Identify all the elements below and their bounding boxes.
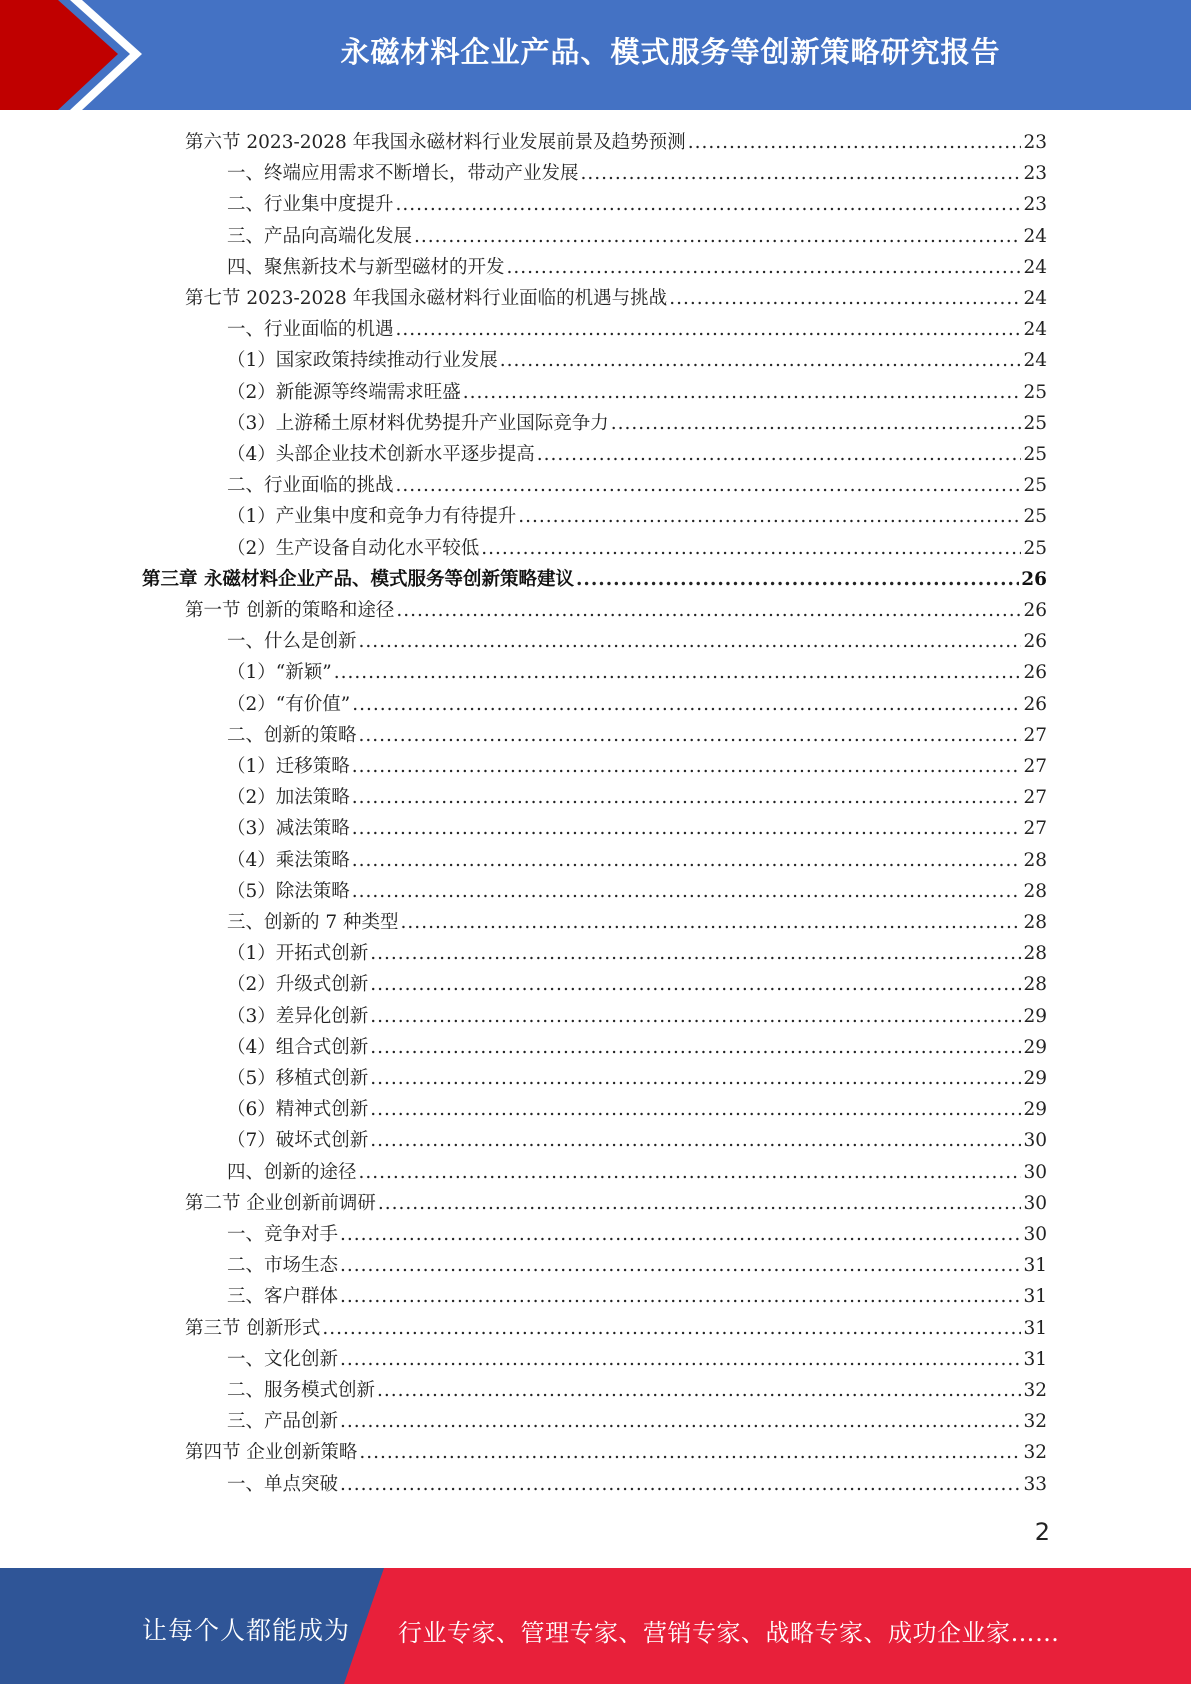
toc-entry-page: 25 bbox=[1023, 381, 1047, 403]
toc-entry[interactable] bbox=[227, 657, 1047, 688]
toc-entry[interactable] bbox=[227, 439, 1047, 470]
toc-entry-label: 二、创新的策略 bbox=[227, 724, 357, 746]
toc-entry-label: （1）产业集中度和竞争力有待提升 bbox=[227, 506, 517, 528]
toc-leader-dots bbox=[370, 1032, 1021, 1063]
toc-entry-page: 32 bbox=[1023, 1380, 1047, 1401]
toc-entry[interactable] bbox=[227, 720, 1047, 751]
toc-entry-label: 二、服务模式创新 bbox=[227, 1380, 376, 1401]
toc-entry-page: 24 bbox=[1023, 350, 1047, 372]
toc-entry-label: 一、文化创新 bbox=[227, 1348, 339, 1370]
toc-leader-dots bbox=[377, 1375, 1021, 1406]
toc-entry-page: 31 bbox=[1023, 1286, 1047, 1308]
toc-entry[interactable] bbox=[227, 907, 1047, 938]
toc-leader-dots bbox=[352, 845, 1022, 876]
toc-leader-dots bbox=[370, 1063, 1021, 1094]
toc-entry[interactable] bbox=[227, 1157, 1047, 1188]
toc-entry[interactable] bbox=[185, 595, 1047, 626]
toc-entry[interactable] bbox=[227, 408, 1047, 439]
toc-entry[interactable] bbox=[185, 1437, 1047, 1468]
toc-leader-dots bbox=[414, 221, 1021, 252]
toc-entry[interactable] bbox=[227, 189, 1047, 220]
toc-entry-page: 31 bbox=[1023, 1317, 1047, 1339]
toc-entry-page: 26 bbox=[1021, 568, 1047, 590]
toc-entry[interactable] bbox=[227, 314, 1047, 345]
toc-entry-label: 三、客户群体 bbox=[227, 1286, 339, 1308]
toc-entry-page: 25 bbox=[1023, 506, 1047, 528]
toc-leader-dots bbox=[352, 813, 1022, 844]
toc-entry[interactable] bbox=[185, 127, 1047, 158]
toc-entry-page: 26 bbox=[1023, 600, 1047, 621]
toc-entry[interactable] bbox=[185, 1188, 1047, 1219]
toc-entry-label: （5）除法策略 bbox=[227, 880, 350, 902]
toc-entry-label: （2）“有价值” bbox=[227, 693, 351, 715]
toc-entry[interactable] bbox=[227, 782, 1047, 813]
toc-leader-dots bbox=[370, 938, 1021, 969]
toc-leader-dots bbox=[611, 408, 1022, 439]
toc-entry-page: 31 bbox=[1023, 1255, 1047, 1277]
toc-entry-page: 27 bbox=[1023, 724, 1047, 746]
toc-entry-label: （1）“新颖” bbox=[227, 662, 332, 684]
toc-entry-label: 一、终端应用需求不断增长，带动产业发展 bbox=[227, 163, 579, 185]
toc-leader-dots bbox=[340, 1281, 1021, 1312]
page-number: 2 bbox=[1034, 1518, 1050, 1546]
toc-leader-dots bbox=[359, 720, 1022, 751]
toc-entry-label: 一、什么是创新 bbox=[227, 631, 357, 653]
toc-entry-page: 24 bbox=[1023, 288, 1047, 309]
toc-entry-page: 28 bbox=[1023, 943, 1047, 965]
toc-entry-label: 第七节 2023-2028 年我国永磁材料行业面临的机遇与挑战 bbox=[185, 288, 668, 309]
toc-entry[interactable] bbox=[227, 1250, 1047, 1281]
toc-entry[interactable] bbox=[227, 470, 1047, 501]
toc-entry-page: 30 bbox=[1023, 1130, 1047, 1152]
toc-entry-label: （3）差异化创新 bbox=[227, 1005, 369, 1027]
toc-entry-label: 四、创新的途径 bbox=[227, 1161, 357, 1183]
toc-leader-dots bbox=[500, 345, 1022, 376]
toc-entry[interactable] bbox=[227, 1406, 1047, 1437]
toc-entry-page: 26 bbox=[1023, 693, 1047, 715]
toc-entry-label: 三、产品创新 bbox=[227, 1411, 339, 1433]
toc-leader-dots bbox=[396, 314, 1022, 345]
toc-entry[interactable] bbox=[227, 1094, 1047, 1125]
toc-entry[interactable] bbox=[185, 283, 1047, 314]
toc-leader-dots bbox=[359, 1437, 1021, 1468]
toc-leader-dots bbox=[340, 1219, 1021, 1250]
toc-leader-dots bbox=[688, 127, 1022, 158]
toc-entry-page: 24 bbox=[1023, 256, 1047, 278]
toc-entry-page: 29 bbox=[1023, 1068, 1047, 1089]
toc-entry-page: 28 bbox=[1023, 912, 1047, 933]
toc-entry-label: （4）头部企业技术创新水平逐步提高 bbox=[227, 444, 535, 465]
toc-entry[interactable] bbox=[227, 1469, 1047, 1500]
toc-entry-page: 26 bbox=[1023, 631, 1047, 653]
toc-entry-page: 23 bbox=[1023, 132, 1047, 153]
toc-leader-dots bbox=[378, 1188, 1022, 1219]
toc-leader-dots bbox=[334, 657, 1022, 688]
toc-leader-dots bbox=[396, 470, 1022, 501]
toc-entry-label: 第二节 企业创新前调研 bbox=[185, 1192, 376, 1214]
toc-entry-page: 29 bbox=[1023, 1005, 1047, 1027]
toc-leader-dots bbox=[352, 876, 1022, 907]
toc-leader-dots bbox=[507, 252, 1022, 283]
toc-entry-page: 23 bbox=[1023, 163, 1047, 185]
toc-leader-dots bbox=[370, 1125, 1021, 1156]
toc-entry-label: （2）加法策略 bbox=[227, 787, 350, 809]
toc-entry[interactable] bbox=[227, 1375, 1047, 1406]
page-header bbox=[0, 0, 1191, 110]
toc-entry-label: 第四节 企业创新策略 bbox=[185, 1442, 358, 1464]
toc-entry[interactable] bbox=[227, 845, 1047, 876]
toc-entry-page: 28 bbox=[1023, 880, 1047, 902]
toc-leader-dots bbox=[463, 377, 1022, 408]
toc-entry[interactable] bbox=[227, 938, 1047, 969]
toc-entry-page: 33 bbox=[1023, 1473, 1047, 1495]
toc-entry-label: （3）减法策略 bbox=[227, 818, 350, 840]
toc-entry-label: 二、行业集中度提升 bbox=[227, 194, 394, 216]
toc-entry-label: 第一节 创新的策略和途径 bbox=[185, 600, 395, 621]
toc-entry-page: 30 bbox=[1023, 1161, 1047, 1183]
toc-entry-label: 一、行业面临的机遇 bbox=[227, 319, 394, 341]
toc-entry[interactable] bbox=[227, 1125, 1047, 1156]
toc-entry-label: 二、市场生态 bbox=[227, 1255, 339, 1277]
toc-entry-page: 30 bbox=[1023, 1192, 1047, 1214]
toc-entry-page: 25 bbox=[1023, 475, 1047, 497]
toc-entry-page: 25 bbox=[1023, 412, 1047, 434]
toc-entry-label: 第三章 永磁材料企业产品、模式服务等创新策略建议 bbox=[142, 568, 574, 590]
toc-entry-page: 25 bbox=[1023, 537, 1047, 559]
toc-leader-dots bbox=[340, 1250, 1021, 1281]
toc-entry-page: 23 bbox=[1023, 194, 1047, 216]
toc-chapter-entry[interactable] bbox=[142, 564, 1047, 595]
toc-entry[interactable] bbox=[227, 1032, 1047, 1063]
toc-entry[interactable] bbox=[227, 345, 1047, 376]
toc-leader-dots bbox=[401, 907, 1022, 938]
toc-entry-label: （2）新能源等终端需求旺盛 bbox=[227, 381, 461, 403]
toc-leader-dots bbox=[481, 533, 1021, 564]
toc-entry-page: 32 bbox=[1023, 1411, 1047, 1433]
toc-entry[interactable] bbox=[227, 158, 1047, 189]
toc-leader-dots bbox=[352, 689, 1021, 720]
toc-entry-label: （1）迁移策略 bbox=[227, 756, 350, 777]
toc-entry-label: （6）精神式创新 bbox=[227, 1099, 369, 1121]
toc-leader-dots bbox=[340, 1344, 1021, 1375]
toc-leader-dots bbox=[669, 283, 1021, 314]
toc-entry-page: 31 bbox=[1023, 1348, 1047, 1370]
footer-slogan-left: 让每个人都能成为 bbox=[142, 1616, 351, 1645]
toc-entry[interactable] bbox=[227, 751, 1047, 782]
toc-entry-label: 一、竞争对手 bbox=[227, 1224, 339, 1245]
toc-entry-label: （4）组合式创新 bbox=[227, 1036, 369, 1058]
toc-entry-label: （5）移植式创新 bbox=[227, 1068, 369, 1089]
toc-leader-dots bbox=[322, 1313, 1021, 1344]
toc-entry-page: 32 bbox=[1023, 1442, 1047, 1464]
toc-entry-label: 三、产品向高端化发展 bbox=[227, 225, 413, 247]
toc-entry-page: 27 bbox=[1023, 818, 1047, 840]
toc-entry-label: 三、创新的 7 种类型 bbox=[227, 912, 399, 933]
toc-entry-label: 第三节 创新形式 bbox=[185, 1317, 321, 1339]
toc-entry-label: （7）破坏式创新 bbox=[227, 1130, 369, 1152]
toc-entry[interactable] bbox=[227, 221, 1047, 252]
toc-leader-dots bbox=[340, 1469, 1021, 1500]
toc-entry[interactable] bbox=[227, 252, 1047, 283]
toc-entry-page: 25 bbox=[1023, 444, 1047, 465]
toc-entry[interactable] bbox=[227, 1219, 1047, 1250]
toc-entry-page: 28 bbox=[1023, 849, 1047, 871]
toc-leader-dots bbox=[370, 1001, 1021, 1032]
toc-entry-page: 28 bbox=[1023, 974, 1047, 996]
toc-entry-page: 27 bbox=[1023, 756, 1047, 777]
toc-entry-label: （1）国家政策持续推动行业发展 bbox=[227, 350, 498, 372]
toc-entry[interactable] bbox=[227, 1281, 1047, 1312]
toc-entry[interactable] bbox=[227, 501, 1047, 532]
toc-entry[interactable] bbox=[227, 377, 1047, 408]
toc-entry-page: 26 bbox=[1023, 662, 1047, 684]
toc-leader-dots bbox=[352, 782, 1022, 813]
toc-entry[interactable] bbox=[227, 876, 1047, 907]
toc-entry[interactable] bbox=[227, 1063, 1047, 1094]
toc-entry[interactable] bbox=[227, 1344, 1047, 1375]
toc-entry-page: 24 bbox=[1023, 225, 1047, 247]
toc-leader-dots bbox=[352, 751, 1022, 782]
toc-entry-label: （3）上游稀土原材料优势提升产业国际竞争力 bbox=[227, 412, 609, 434]
toc-entry-label: 四、聚焦新技术与新型磁材的开发 bbox=[227, 256, 505, 278]
toc-entry-label: 第六节 2023-2028 年我国永磁材料行业发展前景及趋势预测 bbox=[185, 132, 686, 153]
footer-slogan-right: 行业专家、管理专家、营销专家、战略专家、成功企业家…… bbox=[398, 1619, 1060, 1647]
toc-entry-page: 24 bbox=[1023, 319, 1047, 341]
toc-entry-label: 二、行业面临的挑战 bbox=[227, 475, 394, 497]
toc-leader-dots bbox=[359, 626, 1022, 657]
toc-leader-dots bbox=[396, 595, 1021, 626]
toc-entry-page: 29 bbox=[1023, 1099, 1047, 1121]
toc-entry[interactable] bbox=[185, 1313, 1047, 1344]
toc-entry-label: （1）开拓式创新 bbox=[227, 943, 369, 965]
toc-entry[interactable] bbox=[227, 1001, 1047, 1032]
toc-entry-page: 30 bbox=[1023, 1224, 1047, 1245]
toc-leader-dots bbox=[581, 158, 1022, 189]
toc-entry[interactable] bbox=[227, 689, 1047, 720]
report-title: 永磁材料企业产品、模式服务等创新策略研究报告 bbox=[340, 34, 1001, 69]
toc-entry[interactable] bbox=[227, 626, 1047, 657]
toc-entry-page: 29 bbox=[1023, 1036, 1047, 1058]
toc-entry[interactable] bbox=[227, 813, 1047, 844]
toc-leader-dots bbox=[370, 969, 1021, 1000]
toc-entry-label: （2）生产设备自动化水平较低 bbox=[227, 537, 480, 559]
toc-leader-dots bbox=[576, 564, 1019, 595]
toc-leader-dots bbox=[537, 439, 1022, 470]
toc-leader-dots bbox=[396, 189, 1022, 220]
toc-leader-dots bbox=[518, 501, 1021, 532]
toc-entry-label: （4）乘法策略 bbox=[227, 849, 350, 871]
toc-entry-page: 27 bbox=[1023, 787, 1047, 809]
header-arrow-decoration bbox=[0, 0, 150, 110]
toc-leader-dots bbox=[359, 1157, 1022, 1188]
toc-leader-dots bbox=[340, 1406, 1021, 1437]
toc-entry-label: 一、单点突破 bbox=[227, 1473, 339, 1495]
toc-leader-dots bbox=[370, 1094, 1021, 1125]
toc-entry[interactable] bbox=[227, 969, 1047, 1000]
toc-entry-label: （2）升级式创新 bbox=[227, 974, 369, 996]
toc-entry[interactable] bbox=[227, 533, 1047, 564]
